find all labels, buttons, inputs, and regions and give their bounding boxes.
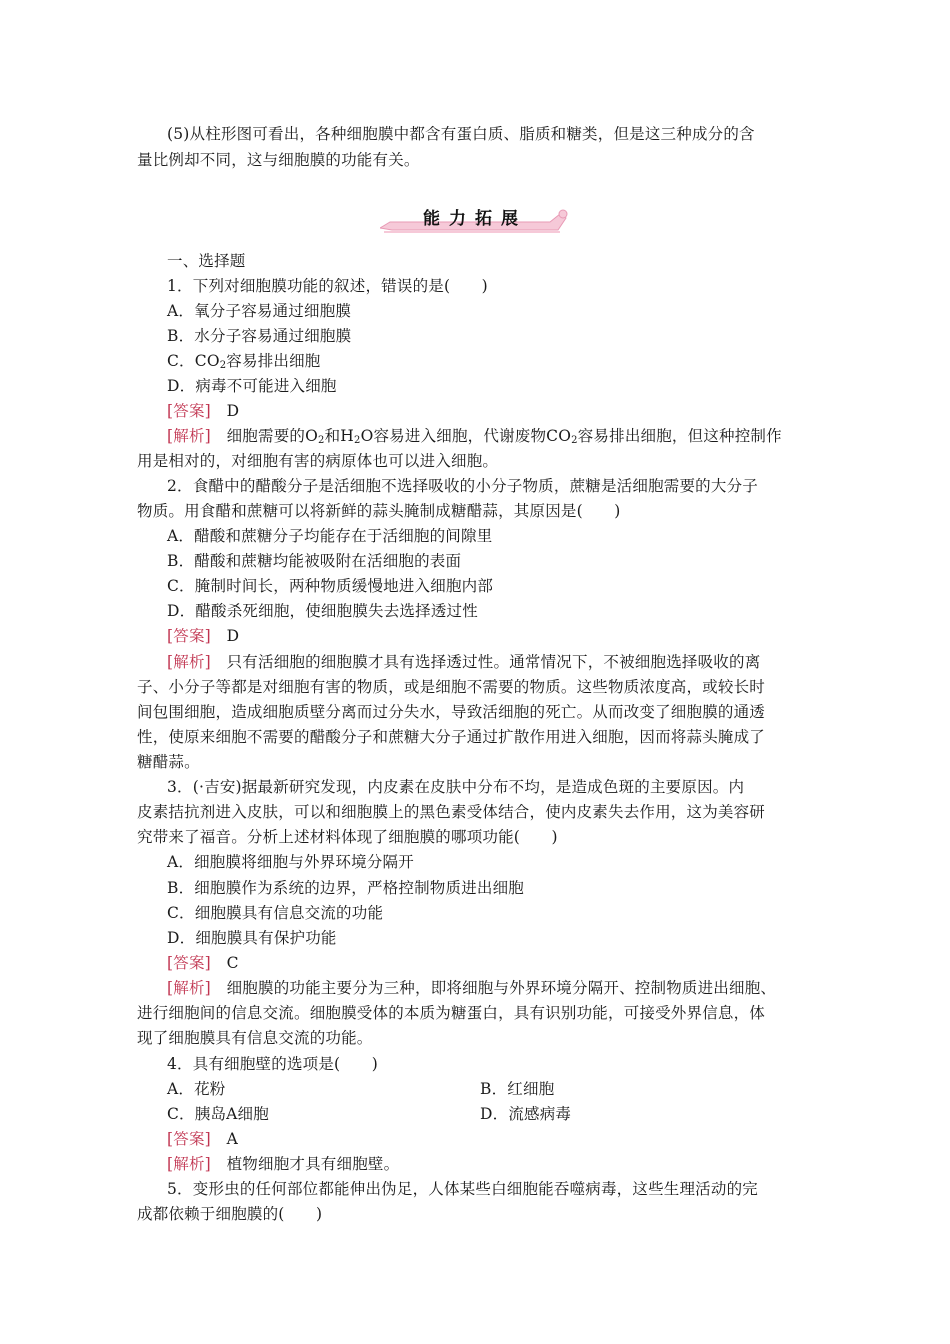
- q4-option-a: A．花粉: [167, 1080, 226, 1098]
- q2-option-b: B．醋酸和蔗糖均能被吸附在活细胞的表面: [167, 552, 462, 570]
- q2-analysis-2: 子、小分子等都是对细胞有害的物质，或是细胞不需要的物质。这些物质浓度高，或较长时: [137, 678, 766, 696]
- q1-option-a: A．氧分子容易通过细胞膜: [167, 302, 352, 320]
- q2-analysis-5: 糖醋蒜。: [137, 753, 200, 771]
- q2-stem-2: 物质。用食醋和蔗糖可以将新鲜的蒜头腌制成糖醋蒜，其原因是( ): [137, 502, 621, 520]
- q2-option-a: A．醋酸和蔗糖分子均能存在于活细胞的间隙里: [167, 527, 493, 545]
- q4-options-row-1: [167, 1077, 555, 1102]
- q5-stem-2: 成都依赖于细胞膜的( ): [137, 1205, 323, 1223]
- q4-options-row-2: [167, 1102, 572, 1127]
- q4-option-c: C．胰岛A细胞: [167, 1105, 269, 1123]
- q1-option-c: C．$CO_2$容易排出细胞: [167, 352, 321, 371]
- q2-answer: [答案] D: [167, 627, 240, 645]
- q3-option-d: D．细胞膜具有保护功能: [167, 929, 337, 947]
- q1-option-d: D．病毒不可能进入细胞: [167, 377, 337, 395]
- banner-title: 能力拓展: [423, 209, 527, 229]
- q2-analysis-4: 性，使原来细胞不需要的醋酸分子和蔗糖大分子通过扩散作用进入细胞，因而将蒜头腌成了: [137, 728, 766, 746]
- q3-stem-1: 3．(·吉安)据最新研究发现，内皮素在皮肤中分布不均，是造成色斑的主要原因。内: [167, 778, 745, 796]
- q5-stem-1: 5．变形虫的任何部位都能伸出伪足，人体某些白细胞能吞噬病毒，这些生理活动的完: [167, 1180, 758, 1198]
- q2-analysis-1: [解析] 只有活细胞的细胞膜才具有选择透过性。通常情况下，不被细胞选择吸收的离: [167, 653, 761, 671]
- q3-answer: [答案] C: [167, 954, 239, 972]
- q1-option-b: B．水分子容易通过细胞膜: [167, 327, 352, 345]
- q4-analysis-1: [解析] 植物细胞才具有细胞壁。: [167, 1155, 400, 1173]
- q1-analysis-2: 用是相对的，对细胞有害的病原体也可以进入细胞。: [137, 452, 499, 470]
- q2-option-d: D．醋酸杀死细胞，使细胞膜失去选择透过性: [167, 602, 478, 620]
- section-title: 一、选择题: [167, 252, 246, 270]
- q1-answer: [答案] D: [167, 402, 240, 420]
- q3-analysis-1: [解析] 细胞膜的功能主要分为三种，即将细胞与外界环境分隔开、控制物质进出细胞、: [167, 979, 777, 997]
- intro-line-2: 量比例却不同，这与细胞膜的功能有关。: [137, 151, 420, 169]
- q4-option-d: D．流感病毒: [480, 1105, 572, 1123]
- q1-stem: 1．下列对细胞膜功能的叙述，错误的是( ): [167, 277, 488, 295]
- q3-option-c: C．细胞膜具有信息交流的功能: [167, 904, 384, 922]
- q3-analysis-2: 进行细胞间的信息交流。细胞膜受体的本质为糖蛋白，具有识别功能，可接受外界信息，体: [137, 1004, 766, 1022]
- q4-answer: [答案] A: [167, 1130, 239, 1148]
- q4-stem: 4．具有细胞壁的选项是( ): [167, 1055, 378, 1073]
- q2-analysis-3: 间包围细胞，造成细胞质壁分离而过分失水，导致活细胞的死亡。从而改变了细胞膜的通透: [137, 703, 766, 721]
- q3-stem-3: 究带来了福音。分析上述材料体现了细胞膜的哪项功能( ): [137, 828, 558, 846]
- intro-line-1: (5)从柱形图可看出，各种细胞膜中都含有蛋白质、脂质和糖类，但是这三种成分的含: [167, 125, 755, 143]
- q2-stem-1: 2．食醋中的醋酸分子是活细胞不选择吸收的小分子物质，蔗糖是活细胞需要的大分子: [167, 477, 758, 495]
- q3-option-a: A．细胞膜将细胞与外界环境分隔开: [167, 853, 414, 871]
- q3-option-b: B．细胞膜作为系统的边界，严格控制物质进出细胞: [167, 879, 524, 897]
- q2-option-c: C．腌制时间长，两种物质缓慢地进入细胞内部: [167, 577, 494, 595]
- q4-option-b: B．红细胞: [480, 1080, 555, 1098]
- q3-analysis-3: 现了细胞膜具有信息交流的功能。: [137, 1029, 373, 1047]
- q1-analysis-1: [解析] 细胞需要的$O_2$和$H_2O$容易进入细胞，代谢废物$CO_2$容易排出细胞，但这种控制作: [167, 427, 782, 446]
- section-banner: [380, 200, 570, 240]
- q3-stem-2: 皮素拮抗剂进入皮肤，可以和细胞膜上的黑色素受体结合，使内皮素失去作用，这为美容研: [137, 803, 766, 821]
